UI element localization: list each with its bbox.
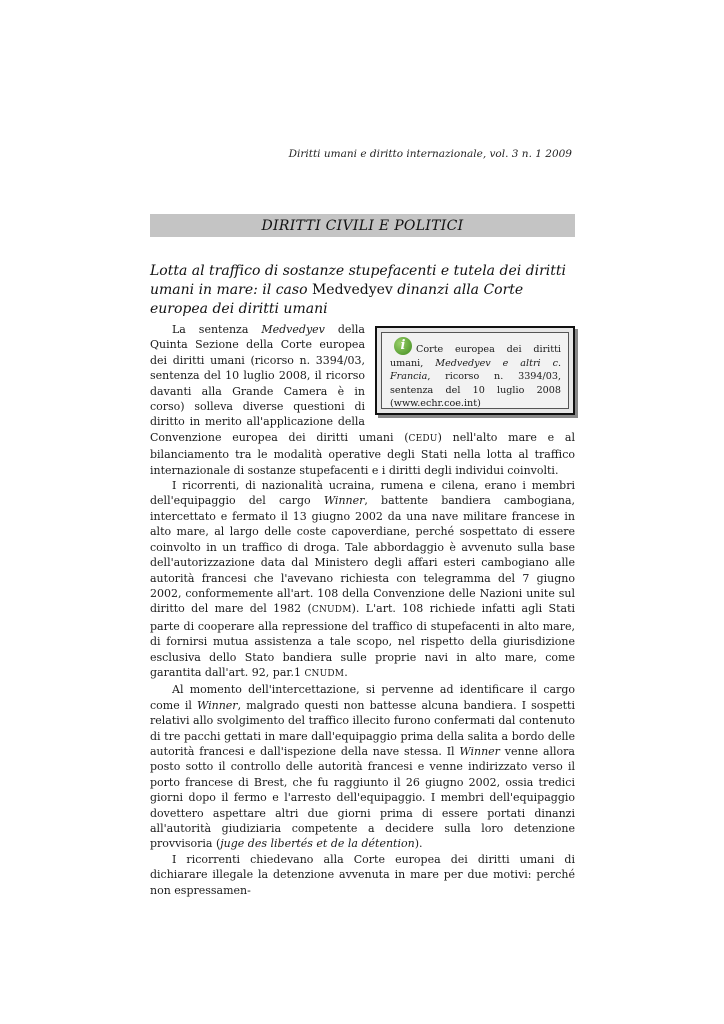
p2-abbr-cnudm-2: CNUDM	[304, 668, 345, 679]
info-icon: i	[394, 337, 412, 355]
infobox-case-name: Medvedyev e altri c. Francia	[390, 357, 562, 382]
p2-text-c: , battente bandiera cambogiana, intercettato e fermato il 13 giugno 2002 da una nave militare francese in alto mare, al largo delle coste capoverdiane, perché sospettato di essere coinvolto in un traffico di droga. Tale abbordaggio è avvenuto sulla base dell'autorizzazione data dal Ministero degli affari esteri cambogiano alle autorità francesi che l'avevano richiesta con telegramma del 7 giugno 2002, conformemente all'art. 108 della Convenzione delle Nazioni unite sul diritto del mare del 1982 (	[150, 494, 575, 616]
section-title-bar	[150, 214, 575, 237]
article-title	[150, 262, 575, 319]
p3-text-e: venne allora posto sotto il controllo delle autorità francesi e venne indirizzato verso il porto francese di Brest, che fu raggiunto il 26 giugno 2002, ossia tredici giorni dopo il fermo e l'arresto dell'equipaggio. I membri dell'equipaggio dovettero aspettare altri due giorni prima di essere portati dinanzi all'autorità giudiziaria competente a decidere sulla loro detenzione provvisoria (	[150, 744, 575, 851]
source-infobox-inner	[381, 332, 569, 409]
p1-case-name: Medvedyev	[261, 323, 325, 336]
p3-text-c: , malgrado questi non battesse alcuna bandiera. I sospetti relativi allo svolgimento del traffico illecito furono confermati dal contenuto di tre pacchi gettati in mare dall'equipaggio prima della salita a bordo delle autorità francesi e dall'ispezione della nave stessa. Il	[150, 698, 575, 758]
paragraph-3	[150, 682, 575, 851]
p1-abbr-cedu: CEDU	[408, 433, 438, 444]
article-title-case-name: Medvedyev	[311, 282, 393, 298]
p3-text-g: ).	[414, 837, 423, 851]
section-title: DIRITTI CIVILI E POLITICI	[261, 217, 464, 234]
infobox-text-2: , ricorso n. 3394/03, sentenza del 10 luglio 2008 (www.echr.coe.int)	[390, 371, 561, 409]
article-title-part1: Lotta al traffico di sostanze stupefacenti e tutela dei diritti umani in mare: il caso	[150, 263, 566, 298]
p1-text-a: La sentenza	[172, 323, 262, 336]
p3-ship-name-2: Winner	[459, 744, 500, 758]
p3-ship-name: Winner	[197, 698, 238, 712]
p2-text-e: ). L'art. 108 richiede infatti agli Stati parte di cooperare alla repressione del traffico di stupefacenti in alto mare, di fornirsi mutua assistenza a tale scopo, nel rispetto della giurisdizione esclusiva dello Stato bandiera sulle proprie navi in alto mare, come garantita dall'art. 92, par.1	[150, 602, 576, 679]
infobox-text-1: Corte europea dei diritti umani,	[390, 344, 561, 369]
paragraph-2	[150, 478, 575, 682]
p1-text-c: della Quinta Sezione della Corte europea dei diritti umani (ricorso n. 3394/03, sentenza del 10 luglio 2008, il ricorso davanti alla Grande Camera è in corso) solleva diverse questioni di diritto in merito all'applicazione della Convenzione europea dei diritti umani (	[150, 323, 409, 444]
p1-text-e: ) nell'alto mare e al bilanciamento tra le modalità operative degli Stati nella lotta al traffico internazionale di sostanze stupefacenti e i diritti degli individui coinvolti.	[150, 430, 575, 477]
p3-french-term: juge des libertés et de la détention	[220, 837, 415, 851]
paragraph-4	[150, 852, 575, 898]
p3-text-a: Al momento dell'intercettazione, si pervenne ad identificare il cargo come il	[150, 683, 575, 712]
p4-text-a: I ricorrenti chiedevano alla Corte europea dei diritti umani di dichiarare illegale la detenzione avvenuta in mare per due motivi: perché non espressamen-	[150, 852, 575, 897]
running-header: Diritti umani e diritto internazionale, vol. 3 n. 1 2009	[288, 148, 572, 160]
p2-ship-name: Winner	[323, 494, 365, 508]
p2-text-g: .	[344, 665, 348, 679]
article-body	[150, 322, 575, 898]
article-title-part2: dinanzi alla Corte europea dei diritti umani	[150, 282, 524, 317]
source-infobox	[375, 326, 575, 415]
p2-text-a: I ricorrenti, di nazionalità ucraina, rumena e cilena, erano i membri dell'equipaggio del cargo	[150, 479, 575, 508]
p2-abbr-cnudm: CNUDM	[311, 605, 352, 616]
